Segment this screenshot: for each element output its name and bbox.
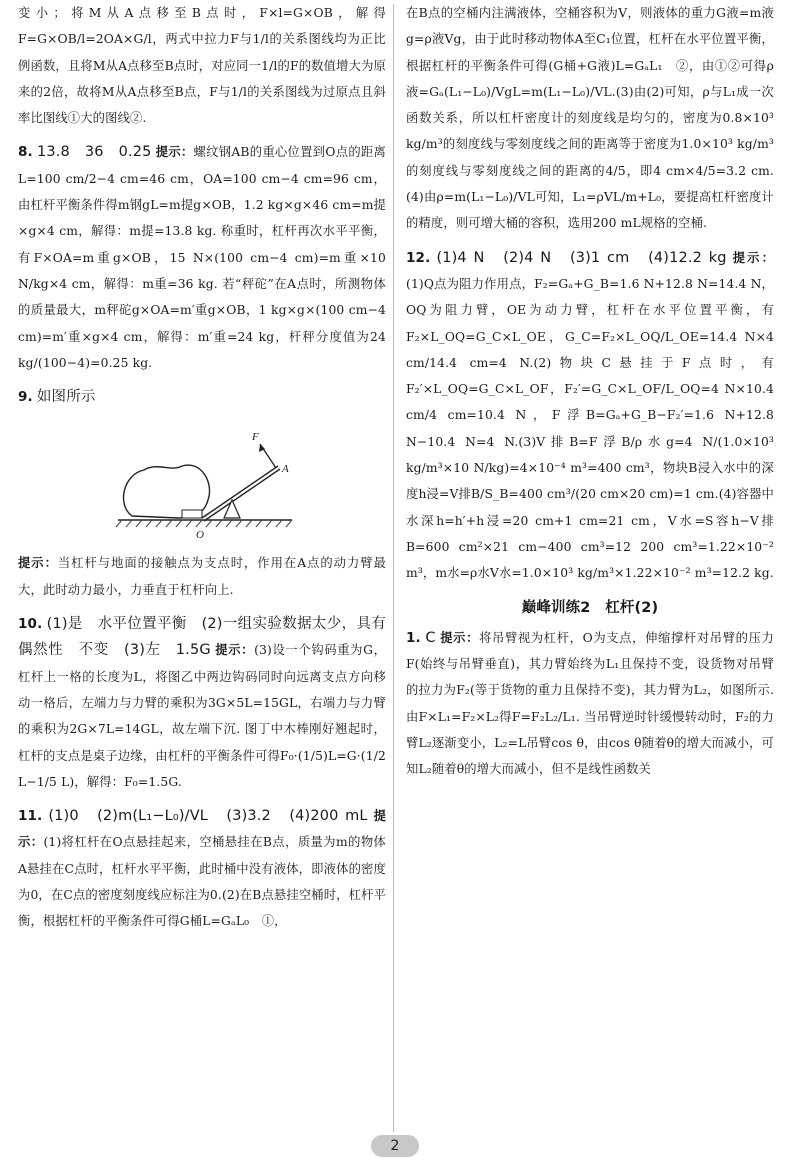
hint-label: 提示： bbox=[18, 809, 387, 850]
question-number: 8. bbox=[18, 144, 33, 161]
question-9-hint bbox=[18, 550, 386, 603]
hint-label: 提示： bbox=[440, 630, 480, 645]
hint-label: 提示： bbox=[732, 250, 775, 265]
right-column bbox=[406, 0, 774, 783]
hint-text: 将吊臂视为杠杆，O为支点，伸缩撑杆对吊臂的压力F(始终与吊臂垂直)，其力臂始终为L₁且保持不变，设货物对吊臂的拉力为F₂(等于货物的重力且保持不变)，其力臂为L₂，如图所示. 由F×L₁=F₂×L₂得F=F₂L₂/L₁. 当吊臂逆时针缓慢转动时，F₂的力臂L₂逐渐变小，L₂=L吊臂cos θ，由cos θ随着θ的增大而减小，可知L₂随着θ的增大而减小，但不是线性函数关 bbox=[406, 630, 774, 777]
answer: (1)是 水平位置平衡 (2)一组实验数据太少，具有偶然性 不变 (3)左 1.5G bbox=[18, 616, 387, 659]
hint-label: 提示： bbox=[18, 556, 58, 571]
fulcrum-wedge bbox=[224, 500, 240, 518]
question-number: 12. bbox=[406, 249, 431, 266]
question-number: 9. bbox=[18, 389, 33, 406]
column-divider bbox=[393, 4, 394, 1132]
continued-paragraph: 在B点的空桶内注满液体，空桶容积为V，则液体的重力G液=m液g=ρ液Vg，由于此时移动物体A至C₁位置，杠杆在水平位置平衡，根据杠杆的平衡条件可得(G桶+G液)L=GₐL₁ ②，由①②可得ρ液=Gₐ(L₁−L₀)/VgL=m(L₁−L₀)/VL.(3)由(2)可知，ρ与L₁成一次函数关系，所以杠杆密度计的刻度线是均匀的，密度为0.8×10³ kg/m³的刻度线与零刻度线之间的距离等于密度为1.0×10³ kg/m³的刻度线与零刻度线之间的距离的4/5，即4 cm×4/5=3.2 cm.(4)由ρ=m(L₁−L₀)/VL可知，L₁=ρVL/m+L₀，要提高杠杆密度计的精度，则可增大桶的容积，选用200 mL规格的空桶. bbox=[406, 6, 774, 231]
question-11 bbox=[18, 803, 386, 934]
answer: (1)0 (2)m(L₁−L₀)/VL (3)3.2 (4)200 mL bbox=[48, 808, 368, 825]
hint-text: (1)将杠杆在O点悬挂起来，空桶悬挂在B点，质量为m的物体A悬挂在C点时，杠杆水平平衡，此时桶中没有液体，即液体的密度为0，在C点的密度刻度线应标注为0.(2)在B点悬挂空桶时，杠杆平衡，根据杠杆的平衡条件可得G桶L=GₐL₀ ①， bbox=[18, 835, 386, 929]
page-number: 2 bbox=[371, 1135, 419, 1157]
rock-base bbox=[182, 510, 202, 518]
lever-diagram bbox=[110, 414, 300, 546]
hint-text: (1)Q点为阻力作用点，F₂=Gₐ+G_B=1.6 N+12.8 N=14.4 N，OQ为阻力臂，OE为动力臂，杠杆在水平位置平衡，有F₂×L_OQ=G_C×L_OE，G_C=F₂×L_OQ/L_OE=14.4 N×4 cm/14.4 cm=4 N.(2)物块C悬挂于F点时，有F₂′×L_OQ=G_C×L_OF，F₂′=G_C×L_OF/L_OQ=4 N×10.4 cm/4 cm=10.4 N，F浮B=Gₐ+G_B−F₂′=1.6 N+12.8 N−10.4 N=4 N.(3)V排B=F浮B/ρ水g=4 N/(1.0×10³ kg/m³×10 N/kg)=4×10⁻⁴ m³=400 cm³，物块B浸入水中的深度h浸=V排B/S_B=400 cm³/(20 cm×20 cm)=1 cm.(4)容器中水深h=h′+h浸=20 cm+1 cm=21 cm，V水=S容h−V排B=600 cm²×21 cm−400 cm³=12 200 cm³=1.22×10⁻² m³，m水=ρ水V水=1.0×10³ kg/m³×1.22×10⁻² m³=12.2 kg. bbox=[406, 276, 774, 581]
ground-hatching bbox=[116, 520, 292, 527]
hint-label: 提示： bbox=[215, 643, 255, 658]
answer: 如图所示 bbox=[36, 389, 96, 406]
lever-bar-edge bbox=[204, 469, 280, 521]
hint-text: 螺纹钢AB的重心位置到O点的距离L=100 cm/2−4 cm=46 cm，OA=100 cm−4 cm=96 cm，由杠杆平衡条件得m钢gL=m提g×OB，1.2 kg×g×46 cm=m提×g×4 cm，解得：m提=13.8 kg. 称重时，杠杆再次水平平衡，有F×OA=m重g×OB，15 N×(100 cm−4 cm)=m重×10 N/kg×4 cm，解得：m重=36 kg. 若“秤砣”在A点时，所测物体的质量最大，m秤砣g×OA=m′重g×OB，1 kg×g×(100 cm−4 cm)=m′重×g×4 cm，解得：m′重=24 kg，杆秤分度值为24 kg/(100−4)=0.25 kg. bbox=[18, 145, 386, 370]
question-12 bbox=[406, 245, 774, 587]
answer: C bbox=[425, 629, 436, 646]
label-F: F bbox=[252, 431, 259, 444]
lever-figure bbox=[18, 410, 386, 550]
lever-bar bbox=[202, 466, 278, 518]
left-column bbox=[18, 0, 386, 935]
answer: 13.8 36 0.25 bbox=[37, 144, 152, 161]
question-number: 10. bbox=[18, 616, 43, 633]
question-8 bbox=[18, 139, 386, 376]
label-O: O bbox=[196, 529, 205, 542]
section-question-1 bbox=[406, 625, 774, 783]
question-9 bbox=[18, 384, 386, 410]
section-title: 巅峰训练2 杠杆(2) bbox=[521, 599, 659, 616]
question-number: 11. bbox=[18, 808, 43, 825]
answer: (1)4 N (2)4 N (3)1 cm (4)12.2 kg bbox=[436, 249, 727, 266]
hint-label: 提示： bbox=[155, 145, 194, 160]
hint-text: 当杠杆与地面的接触点为支点时，作用在A点的动力臂最大，此时动力最小，力垂直于杠杆向上. bbox=[18, 556, 386, 597]
question-number: 1. bbox=[406, 629, 421, 646]
hint-text: (3)设一个钩码重为G，杠杆上一格的长度为L，将图乙中两边钩码同时向远离支点方向移动一格后，左端力与力臂的乘积为3G×5L=15GL，右端力与力臂的乘积为2G×7L=14GL，故左端下沉. 图丁中木棒刚好翘起时，杠杆的支点是桌子边缘，由杠杆的平衡条件可得F₀·(1/5)L=G·(1/2 L−1/5 L)，解得：F₀=1.5G. bbox=[18, 643, 387, 789]
label-A: A bbox=[282, 463, 289, 476]
intro-paragraph: 变小；将M从A点移至B点时，F×l=G×OB，解得F=G×OB/l=2OA×G/l，两式中拉力F与1/l的关系图线均为正比例函数，且将M从A点移至B点时，对应同一1/l的F的数值增大为原来的2倍，故将M从A点移至B点，F与1/l的关系图线为过原点且斜率比图线①大的图线②. bbox=[18, 6, 386, 126]
question-10 bbox=[18, 611, 386, 795]
